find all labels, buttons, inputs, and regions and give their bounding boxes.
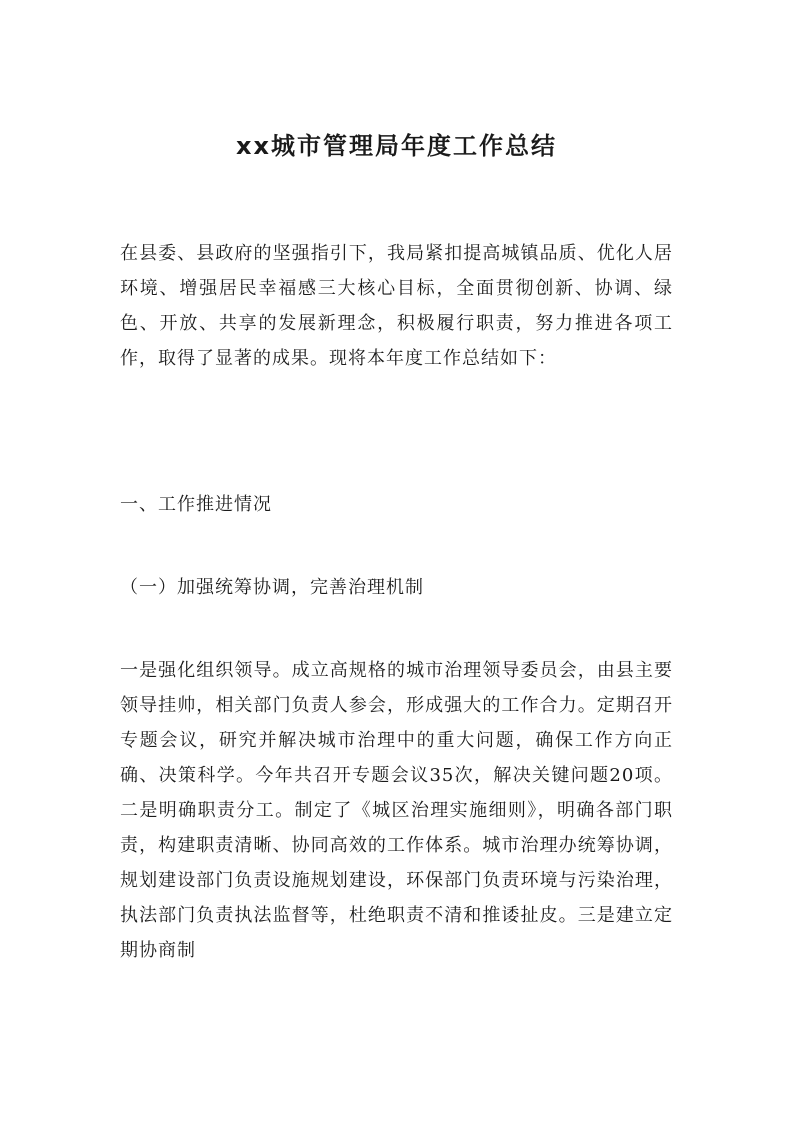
intro-paragraph: 在县委、县政府的坚强指引下，我局紧扣提高城镇品质、优化人居环境、增强居民幸福感三大核心目标，全面贯彻创新、协调、绿色、开放、共享的发展新理念，积极履行职责，努力推进各项工作，取得了显著的成果。现将本年度工作总结如下： <box>120 243 673 369</box>
section-heading: 一、工作推进情况 <box>120 494 272 515</box>
body-paragraph: 一是强化组织领导。成立高规格的城市治理领导委员会，由县主要领导挂帅，相关部门负责人参会，形成强大的工作合力。定期召开专题会议，研究并解决城市治理中的重大问题，确保工作方向正确、决策科学。今年共召开专题会议35次，解决关键问题20项。二是明确职责分工。制定了《城区治理实施细则》，明确各部门职责，构建职责清晰、协同高效的工作体系。城市治理办统筹协调，规划建设部门负责设施规划建设，环保部门负责环境与污染治理，执法部门负责执法监督等，杜绝职责不清和推诿扯皮。三是建立定期协商制 <box>120 660 673 961</box>
subsection-heading: （一）加强统筹协调，完善治理机制 <box>120 577 424 598</box>
document-title: xx城市管理局年度工作总结 <box>236 132 557 160</box>
